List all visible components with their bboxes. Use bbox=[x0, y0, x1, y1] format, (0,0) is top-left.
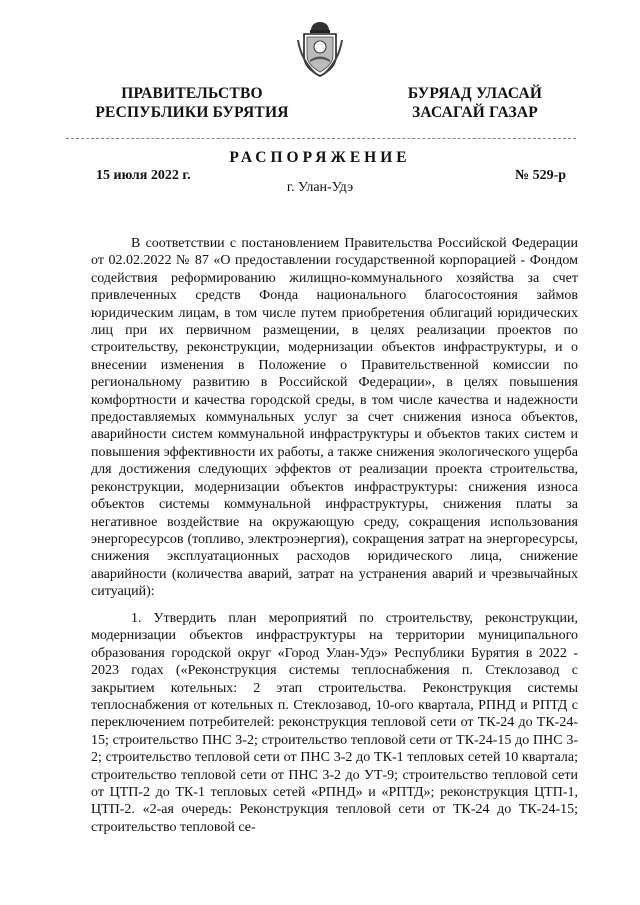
document-city: г. Улан-Удэ bbox=[286, 180, 354, 195]
org-name-buryat bbox=[395, 84, 555, 122]
org-bua-line1: БУРЯАД УЛАСАЙ bbox=[407, 85, 543, 102]
header-divider bbox=[66, 138, 576, 139]
coat-of-arms-icon bbox=[296, 20, 344, 78]
org-name-russian bbox=[92, 84, 292, 122]
org-ru-line1: ПРАВИТЕЛЬСТВО bbox=[121, 85, 263, 102]
org-bua-line2: ЗАСАГАЙ ГАЗАР bbox=[412, 104, 538, 121]
document-number: № 529-р bbox=[515, 168, 567, 183]
document-title: РАСПОРЯЖЕНИЕ bbox=[229, 149, 411, 166]
document-date: 15 июля 2022 г. bbox=[96, 168, 191, 183]
body-paragraph-preamble: В соответствии с постановлением Правительства Российской Федерации от 02.02.2022 № 87 «О предоставлении государственной корпорацией - Фондом содействия реформированию жилищно-коммунального хозяйства за счет привлеченных средств Фонда национального благосостояния займов юридическим лицам, в том числе путем приобретения облигаций юридических лиц при их первичном размещении, в целях реализации проектов по строительству, реконструкции, модернизации объектов инфраструктуры, и о внесении изменения в Положение о Правительственной комиссии по региональному развитию в Российской Федерации», в целях повышения комфортности и качества городской среды, в том числе качества и надежности предоставляемых коммунальных услуг за счет снижения износа объектов, аварийности систем коммунальной инфраструктуры и объектов таких систем и повышения эффективности их работы, а также снижения экологического ущерба для достижения следующих эффектов от реализации проекта строительства, реконструкции, модернизации объектов инфраструктуры: снижения износа объектов системы коммунальной инфраструктуры, снижения платы за негативное воздействие на окружающую среду, сокращения использования энергоресурсов (топливо, электроэнергия), сокращения затрат на энергоресурсы, снижения эксплуатационных расходов юридического лица, снижение аварийности (количества аварий, затрат на устранения аварий и чрезвычайных ситуаций): bbox=[91, 236, 578, 600]
body-paragraph-item-1: 1. Утвердить план мероприятий по строительству, реконструкции, модернизации объектов инфраструктуры на территории муниципального образования городской округ «Город Улан-Удэ» Республики Бурятия в 2022 - 2023 годах («Реконструкция системы теплоснабжения п. Стеклозавод с закрытием котельных: 2 этап строительства. Реконструкция системы теплоснабжения от котельных п. Стеклозавод, 10-ого квартала, РПНД и РПТД с переключением потребителей: реконструкция тепловой сети от ТК-24 до ТК-24-15; строительство ПНС 3-2; строительство тепловой сети от ТК-24-15 до ПНС 3-2; строительство тепловой сети от ПНС 3-2 до ТК-1 тепловых сетей 10 квартала; строительство тепловой сети от ПНС 3-2 до УТ-9; строительство тепловой сети от ЦТП-2 до ТК-1 тепловых сетей «РПНД» и «РПТД»; реконструкция ЦТП-1, ЦТП-2. «2-ая очередь: Реконструкция тепловой сети от ТК-24 до ТК-24-15; строительство тепловой се- bbox=[91, 611, 578, 835]
org-ru-line2: РЕСПУБЛИКИ БУРЯТИЯ bbox=[95, 104, 289, 121]
